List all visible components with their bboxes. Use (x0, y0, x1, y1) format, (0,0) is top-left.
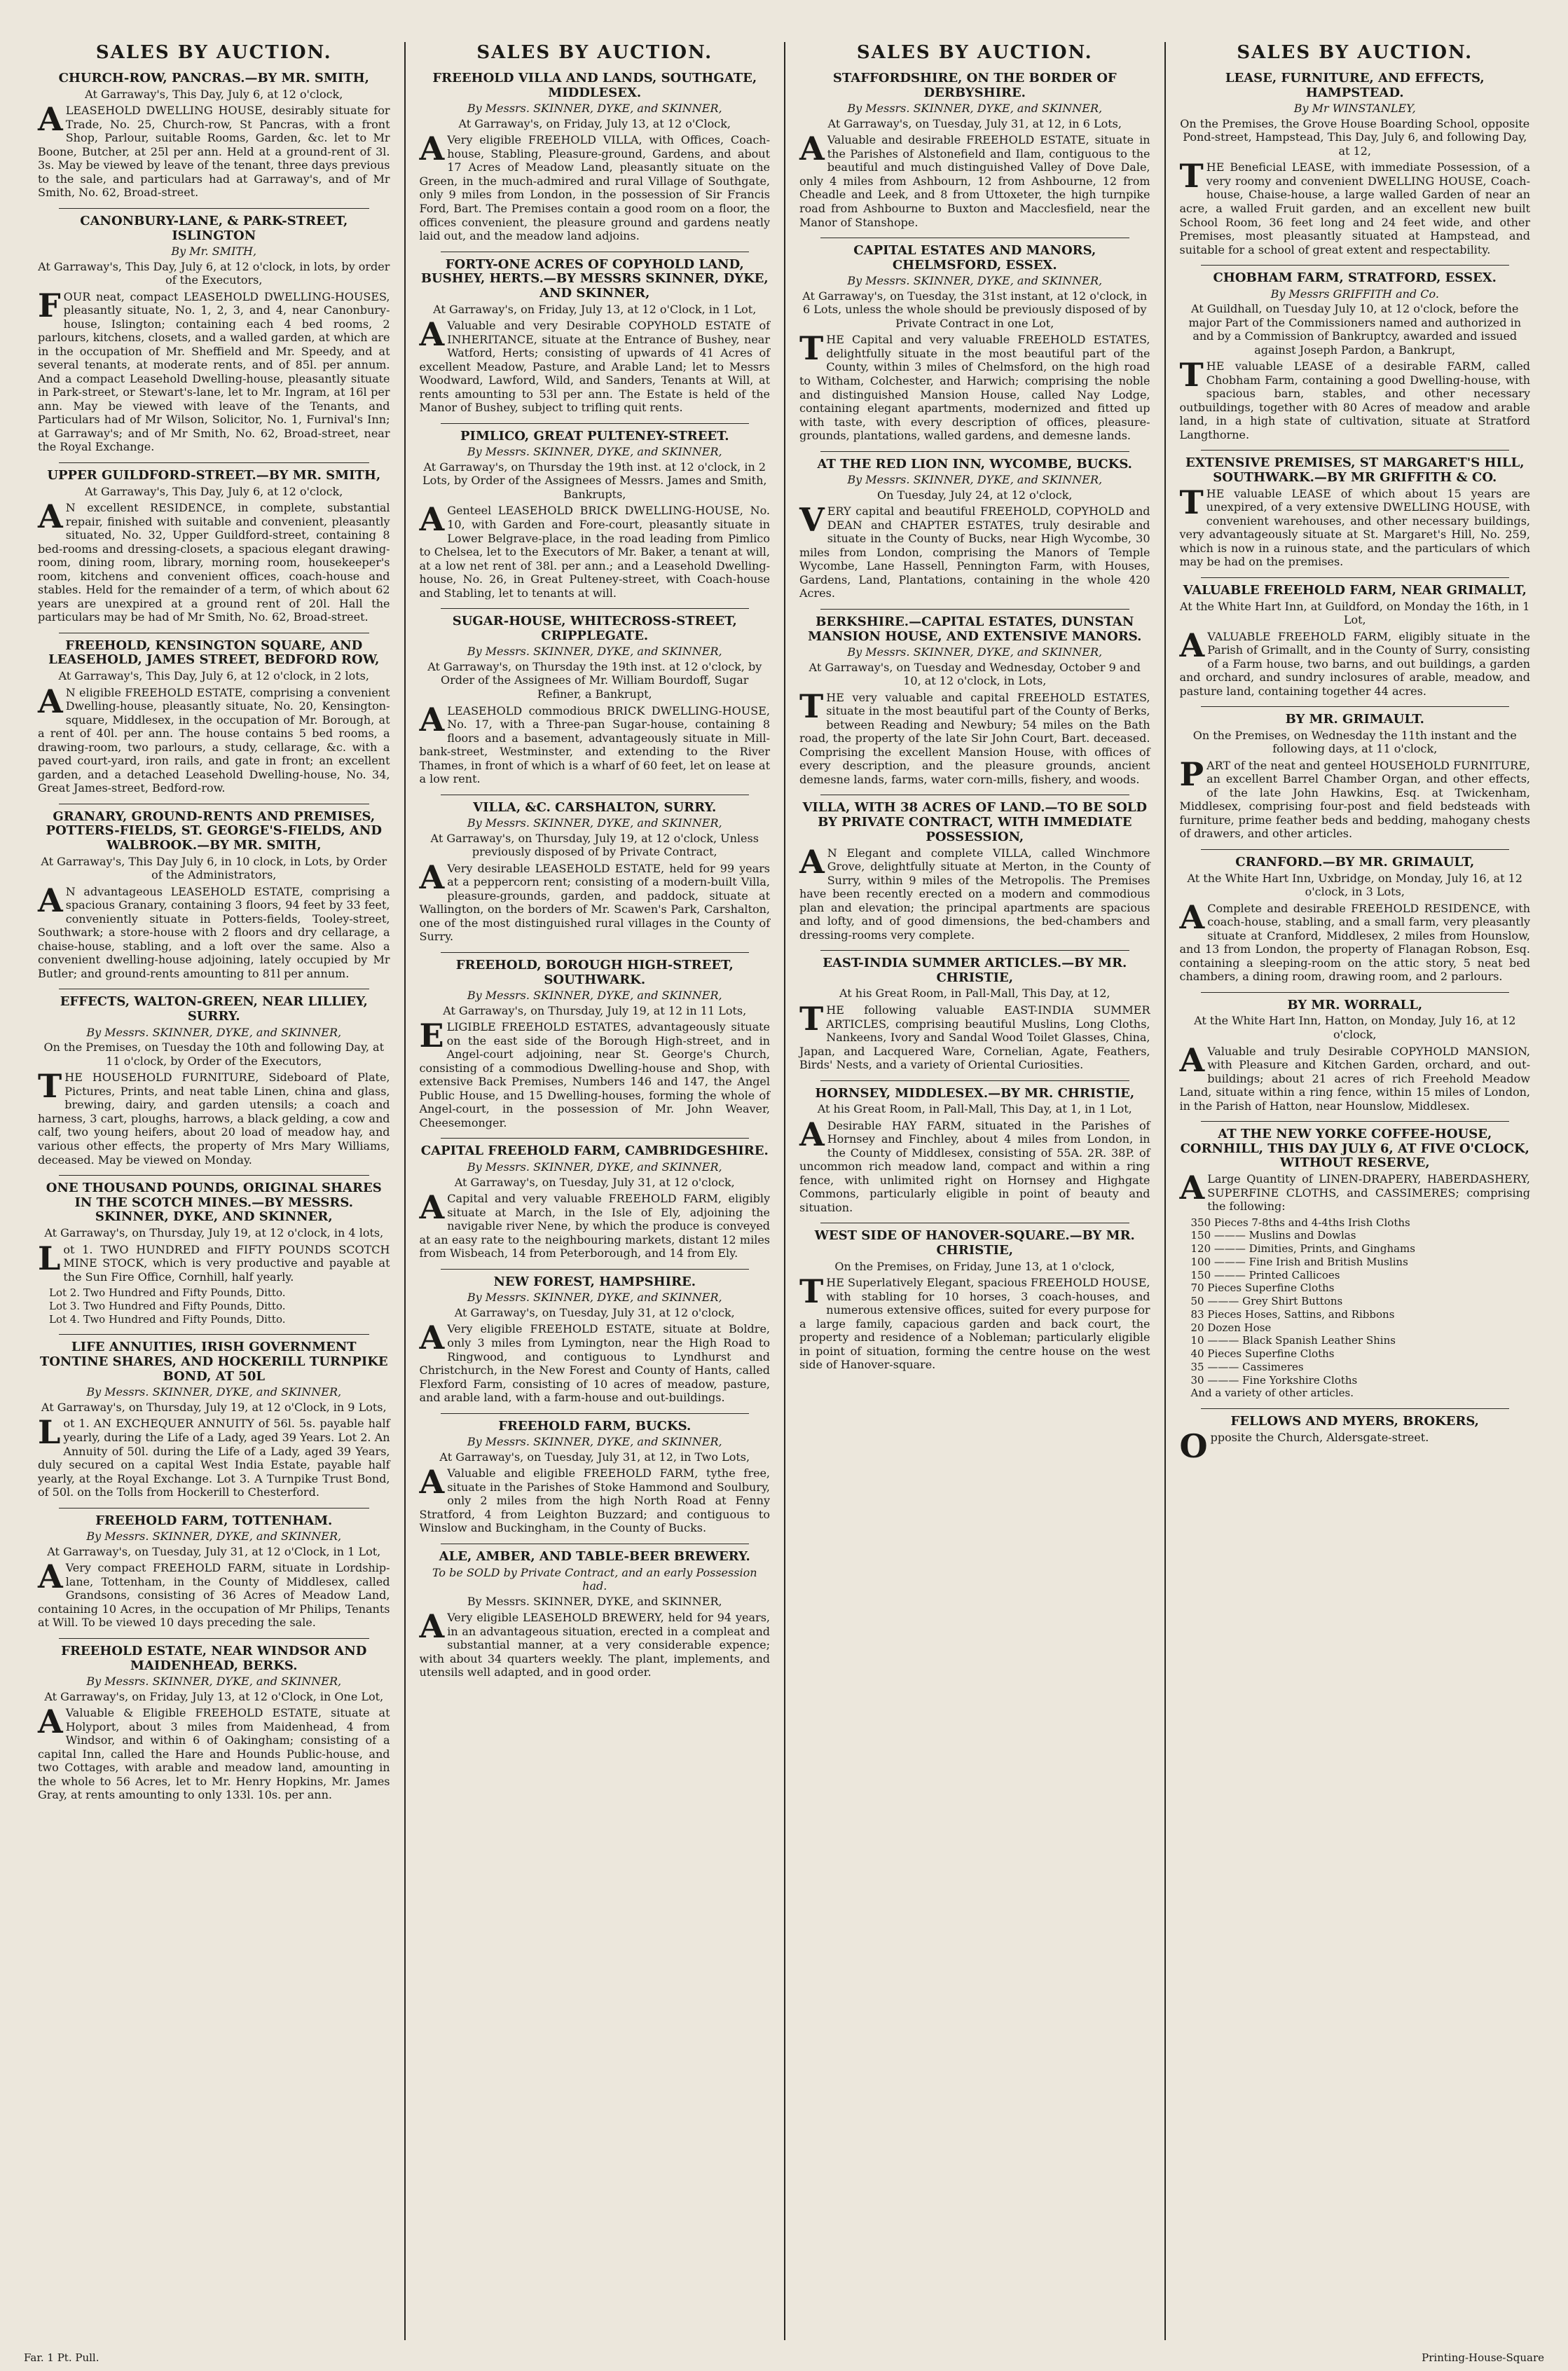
notice-auctioneer: By Messrs. SKINNER, DYKE, and SKINNER, (467, 1291, 722, 1305)
auction-notice (1180, 713, 1531, 841)
auction-notice (38, 639, 390, 795)
divider (59, 462, 369, 463)
column-1 (24, 42, 404, 2340)
divider (59, 1334, 369, 1335)
lot-item: 35 ——— Cassimeres (1190, 1360, 1304, 1373)
notice-body: THE following valuable EAST-INDIA SUMMER ARTICLES, comprising beautiful Muslins, Long Cloths, Nankeens, Ivory and Sandal Wood Toilet Glasses, China, Japan, and Lacquered Ware, Cornelian, Agate, Feathers, Birds' Nests, and a variety of Oriental Curiosities. (799, 1000, 1150, 1072)
notice-time: At his Great Room, in Pall-Mall, This Day, at 1, in 1 Lot, (817, 1102, 1132, 1116)
notice-auctioneer: By Messrs. SKINNER, DYKE, and SKINNER, (467, 445, 722, 459)
notice-auctioneer: By Messrs. SKINNER, DYKE, and SKINNER, (467, 1160, 722, 1174)
notice-title: EAST-INDIA SUMMER ARTICLES.—BY MR. CHRISTIE, (823, 956, 1127, 985)
notice-body: AN eligible FREEHOLD ESTATE, comprising a convenient Dwelling-house, pleasantly situate, No. 20, Kensington-square, Middlesex, in the occupation of Mr. Borough, at a rent of 40l. per ann. The house contains 5 bed rooms, a drawing-room, two parlours, a study, cellarage, &c. with a paved court-yard, iron rails, and gate in front; an excellent garden, and a detached Leasehold Dwelling-house, No. 34, Great James-street, Bedford-row. (38, 682, 390, 795)
notice-body: ALEASEHOLD DWELLING HOUSE, desirably situate for Trade, No. 25, Church-row, St Pancras, with a front Shop, Parlour, suitable Rooms, Garden, &c. let to Mr Boone, Butcher, at 25l per ann. Held at a ground-rent of 3l. 3s. May be viewed by leave of the tenant, three days previous to the sale, and particulars had at Garraway's, and of Mr Smith, No. 62, Broad-street. (38, 100, 390, 200)
notice-auctioneer: By Messrs. SKINNER, DYKE, and SKINNER, (467, 102, 722, 116)
auction-notice (799, 244, 1150, 443)
auction-notice (38, 1644, 390, 1802)
notice-title: HORNSEY, MIDDLESEX.—BY MR. CHRISTIE, (815, 1085, 1135, 1101)
notice-body: AVALUABLE FREEHOLD FARM, eligibly situate in the Parish of Grimallt, and in the County of Surry, consisting of a Farm house, two barns, and out buildings, a garden and orchard, and sundry inclosures of arable, meadow, and pasture land, containing together 44 acres. (1179, 626, 1530, 698)
notice-body: ELIGIBLE FREEHOLD ESTATES, advantageously situate on the east side of the Borough High-street, and in Angel-court adjoining, near St. George's Church, consisting of a commodious Dwelling-house and Shop, with extensive Back Premises, Numbers 146 and 147, the Angel Public House, and 15 Dwelling-houses, forming the whole of Angel-court, in the possession of Mr. John Weaver, Cheesemonger. (419, 1017, 770, 1129)
notice-auctioneer: By Messrs. SKINNER, DYKE, and SKINNER, (86, 1530, 342, 1544)
notice-time: At Garraway's, on Thursday, July 19, at 12 o'clock, in 4 lots, (44, 1226, 384, 1240)
notice-time: At the White Hart Inn, Uxbridge, on Monday, July 16, at 12 o'clock, in 3 Lots, (1187, 871, 1522, 899)
notice-body: PART of the neat and genteel HOUSEHOLD FURNITURE, an excellent Barrel Chamber Organ, and other effects, of the late John Hawkins, Esq. at Twickenham, Middlesex, comprising four-post and field bedsteads with furniture, prime feather beds and bedding, mahogany chests of drawers, and other articles. (1179, 755, 1530, 841)
auction-notice (420, 71, 771, 243)
auction-notice (1180, 71, 1531, 256)
notice-title: CRANFORD.—BY MR. GRIMAULT, (1235, 854, 1475, 870)
auction-notice (38, 1181, 390, 1326)
column-4 (1164, 42, 1545, 2340)
page-footer (24, 2351, 1544, 2364)
notice-time: At Garraway's, on Thursday, July 19, at 12 o'Clock, in 9 Lots, (41, 1400, 387, 1414)
notice-body: ALEASEHOLD commodious BRICK DWELLING-HOUSE, No. 17, with a Three-pan Sugar-house, containing 8 floors and a basement, advantageously situate in Mill-bank-street, Westminster, and extending to the River Thames, in front of which is a wharf of 60 feet, let on lease at a low rent. (419, 700, 770, 786)
notice-time: At Guildhall, on Tuesday July 10, at 12 o'clock, before the major Part of the Commissioners named and authorized in and by a Commission of Bankruptcy, awarded and issued against Joseph Pardon, a Bankrupt, (1188, 302, 1522, 357)
auction-notice (420, 1420, 771, 1535)
notice-body: ALarge Quantity of LINEN-DRAPERY, HABERDASHERY, SUPERFINE CLOTHS, and CASSIMERES; comprising the following: (1179, 1169, 1530, 1214)
notice-auctioneer: By Mr. SMITH, (171, 245, 257, 259)
notice-title: FELLOWS AND MYERS, BROKERS, (1230, 1414, 1479, 1429)
auction-notice (799, 1229, 1150, 1372)
notice-time: At Garraway's, on Tuesday and Wednesday, October 9 and 10, at 12 o'clock, in Lots, (809, 660, 1141, 688)
lot-item: 40 Pieces Superfine Cloths (1190, 1347, 1335, 1361)
auction-notice (420, 958, 771, 1130)
notice-body: AVery compact FREEHOLD FARM, situate in Lordship-lane, Tottenham, in the County of Middlesex, called Grandsons, consisting of 36 Acres of Meadow Land, containing 10 Acres, in the occupation of Mr Philips, Tenants at Will. To be viewed 10 days preceding the sale. (38, 1558, 390, 1630)
divider (441, 952, 750, 953)
notice-body: AValuable & Eligible FREEHOLD ESTATE, situate at Holyport, about 3 miles from Maidenhead, 4 from Windsor, and within 6 of Oakingham; consisting of a capital Inn, called the Hare and Hounds Public-house, and two Cottages, with arable and meadow land, amounting in the whole to 56 Acres, let to Mr. Henry Hopkins, Mr. James Gray, at rents amounting to only 133l. 10s. per ann. (38, 1703, 390, 1802)
auction-notice (1180, 271, 1531, 441)
auction-notice (1179, 1414, 1531, 1465)
notice-title: VILLA, WITH 38 ACRES OF LAND.—TO BE SOLD BY PRIVATE CONTRACT, WITH IMMEDIATE POSSESSION, (802, 800, 1148, 844)
lot-item: 150 ——— Printed Callicoes (1190, 1268, 1340, 1281)
column-heading: SALES BY AUCTION. (476, 42, 713, 63)
footer-right: Printing-House-Square (1422, 2351, 1544, 2364)
notice-body: AN advantageous LEASEHOLD ESTATE, comprising a spacious Granary, containing 3 floors, 94 feet by 33 feet, conveniently situate in Potters-fields, Tooley-street, Southwark; a store-house with 2 floors and dry cellarage, a chaise-house, stabling, and a loft over the same. Also a convenient dwelling-house adjoining, lately occupied by Mr Butler; and ground-rents amounting to 81l per annum. (38, 881, 390, 980)
auction-notice (38, 995, 390, 1167)
auction-notice (799, 71, 1150, 229)
auction-notice (420, 429, 771, 600)
auction-notice (799, 801, 1150, 942)
notice-time: At Garraway's, This Day, July 6, at 12 o'clock, (85, 484, 343, 498)
auction-notice (420, 614, 771, 786)
auction-notice (1180, 855, 1531, 984)
notice-title: ALE, AMBER, AND TABLE-BEER BREWERY. (439, 1548, 750, 1564)
lot-list (1191, 1216, 1531, 1401)
lot-item: Lot 4. Two Hundred and Fifty Pounds, Ditto. (49, 1312, 286, 1326)
column-3 (784, 42, 1164, 2340)
notice-title: FORTY-ONE ACRES OF COPYHOLD LAND, BUSHEY, HERTS.—BY MESSRS SKINNER, DYKE, AND SKINNER, (420, 256, 769, 301)
notice-time: At Garraway's, on Friday, July 13, at 12 o'Clock, (458, 116, 731, 130)
auction-notice (38, 1340, 390, 1499)
divider (820, 451, 1129, 452)
notice-title: FREEHOLD ESTATE, NEAR WINDSOR AND MAIDENHEAD, BERKS. (61, 1643, 367, 1673)
notice-title: LIFE ANNUITIES, IRISH GOVERNMENT TONTINE SHARES, AND HOCKERILL TURNPIKE BOND, AT 50L (39, 1340, 388, 1384)
notice-time: At Garraway's, on Tuesday, July 31, at 12, in Two Lots, (439, 1450, 750, 1464)
notice-auctioneer: By Messrs. SKINNER, DYKE, and SKINNER, (847, 102, 1103, 116)
lot-item: 120 ——— Dimities, Prints, and Ginghams (1190, 1242, 1415, 1256)
notice-body: AVery desirable LEASEHOLD ESTATE, held for 99 years at a peppercorn rent; consisting of a modern-built Villa, pleasure-grounds, garden, and paddock, situate at Wallington, on the borders of Mr. Scawen's Park, Carshalton, one of the most distinguished rural villages in the County of Surry. (419, 858, 770, 944)
divider (1201, 1408, 1510, 1409)
notice-title: STAFFORDSHIRE, ON THE BORDER OF DERBYSHIRE. (832, 71, 1117, 100)
notice-body: Lot 1. TWO HUNDRED and FIFTY POUNDS SCOTCH MINE STOCK, which is very productive and payable at the Sun Fire Office, Cornhill, half yearly. (38, 1239, 390, 1284)
divider (59, 1638, 369, 1639)
divider (441, 608, 750, 609)
notice-time: On the Premises, the Grove House Boarding School, opposite Pond-street, Hampstead, This Day, July 6, and following Day, at 12, (1180, 116, 1530, 158)
notice-title: BY MR. WORRALL, (1287, 997, 1423, 1012)
auction-notice (1180, 584, 1531, 698)
notice-body: AGenteel LEASEHOLD BRICK DWELLING-HOUSE, No. 10, with Garden and Fore-court, pleasantly situate in Lower Belgrave-place, in the road leading from Pimlico to Chelsea, let to the Executors of Mr. Baker, a tenant at will, at a low net rent of 38l. per ann.; and a Leasehold Dwelling-house, No. 26, in Great Pulteney-street, with Coach-house and Stabling, let to tenants at will. (419, 500, 770, 600)
notice-body: AValuable and truly Desirable COPYHOLD MANSION, with Pleasure and Kitchen Garden, orchard, and out-buildings; about 21 acres of rich Freehold Meadow Land, situate within a ring fence, within 15 miles of London, in the Parish of Hatton, near Hounslow, Middlesex. (1179, 1040, 1530, 1113)
notice-title: UPPER GUILDFORD-STREET.—BY MR. SMITH, (47, 467, 381, 483)
notice-time: At Garraway's, on Thursday the 19th inst. at 12 o'clock, in 2 Lots, by Order of the Assignees of Messrs. James and Smith, Bankrupts, (422, 460, 767, 501)
divider (1201, 450, 1510, 451)
auction-notice (799, 615, 1150, 787)
auction-notice (799, 458, 1150, 600)
notice-time: At Garraway's, on Thursday the 19th inst. at 12 o'clock, by Order of the Assignees of Mr. William Bourdoff, Sugar Refiner, a Bankrupt, (427, 659, 762, 701)
lot-item: 70 Pieces Superfine Cloths (1190, 1281, 1335, 1295)
auction-notice (420, 1275, 771, 1405)
footer-left: Far. 1 Pt. Pull. (24, 2351, 99, 2364)
column-heading: SALES BY AUCTION. (95, 42, 332, 63)
auction-notice (38, 1514, 390, 1630)
notice-title: CANONBURY-LANE, & PARK-STREET, ISLINGTON (80, 213, 348, 243)
notice-auctioneer: By Mr WINSTANLEY, (1293, 102, 1416, 116)
notice-time: At his Great Room, in Pall-Mall, This Day, at 12, (839, 987, 1110, 1001)
notice-body: AComplete and desirable FREEHOLD RESIDENCE, with coach-house, stabling, and a small farm, very pleasantly situate at Cranford, Middlesex, 2 miles from Hounslow, and 13 from London, the property of Flanagan Robson, Esq. containing a sleeping-room on the attic story, 5 neat bed chambers, a dining room, drawing room, and 2 parlours. (1179, 898, 1530, 984)
lot-item: 150 ——— Muslins and Dowlas (1190, 1229, 1356, 1242)
column-grid (24, 42, 1544, 2340)
notice-auctioneer: By Messrs. SKINNER, DYKE, and SKINNER, (86, 1675, 342, 1689)
notice-body: AVery eligible LEASEHOLD BREWERY, held for 94 years, in an advantageous situation, erected in a compleat and substantial manner, at a very considerable expence; with about 34 quarters weekly. The plant, implements, and utensils well adapted, and in good order. (419, 1607, 770, 1679)
notice-time: At the White Hart Inn, Hatton, on Monday, July 16, at 12 o'clock, (1194, 1014, 1516, 1041)
notice-title: SUGAR-HOUSE, WHITECROSS-STREET, CRIPPLEGATE. (452, 614, 737, 643)
auction-notice (38, 469, 390, 624)
lot-item: And a variety of other articles. (1190, 1387, 1354, 1400)
divider (1201, 1121, 1510, 1122)
notice-title: GRANARY, GROUND-RENTS AND PREMISES, POTTERS-FIELDS, ST. GEORGE'S-FIELDS, AND WALBROOK.—BY MR. SMITH, (46, 809, 382, 853)
notice-time: At the White Hart Inn, at Guildford, on Monday the 16th, in 1 Lot, (1180, 599, 1530, 627)
notice-body: ADesirable HAY FARM, situated in the Parishes of Hornsey and Finchley, about 4 miles from London, in the County of Middlesex, consisting of 55A. 2R. 38P. of uncommon rich meadow land, compact and within a ring fence, with unlimited right on Hornsey and Highgate Commons, particularly eligible in point of beauty and situation. (799, 1115, 1150, 1214)
notice-title: FREEHOLD, KENSINGTON SQUARE, AND LEASEHOLD, JAMES STREET, BEDFORD ROW, (48, 638, 380, 668)
notice-body: THE Beneficial LEASE, with immediate Possession, of a very roomy and convenient DWELLING HOUSE, Coach-house, Chaise-house, a large walled Garden of near an acre, a walled Fruit garden, and an excellent new built School Room, 36 feet long and 24 feet wide, and other Premises, most pleasantly situated at Hampstead, and suitable for a school of great extent and respectability. (1179, 157, 1530, 256)
notice-auctioneer: By Messrs GRIFFITH and Co. (1270, 287, 1439, 301)
notice-time: At Garraway's, on Thursday, July 19, at 12 o'clock, Unless previously disposed of by Private Contract, (430, 831, 759, 859)
notice-body: FOUR neat, compact LEASEHOLD DWELLING-HOUSES, pleasantly situate, No. 1, 2, 3, and 4, near Canonbury-house, Islington; containing each 4 bed rooms, 2 parlours, kitchens, closets, and a walled garden, at which are in the occupation of Mr. Sheffield and Mr. Speedy, and at several tenants, at moderate rents, and of 85l. per annum. And a compact Leasehold Dwelling-house, pleasantly situate in Park-street, or Stewart's-lane, let to Mr. Ingram, at 16l per ann. May be viewed with leave of the Tenants, and Particulars had of Mr Wilson, Solicitor, No. 1, Furnival's Inn; at Garraway's; and of Mr Smith, No. 62, Broad-street, near the Royal Exchange. (38, 286, 390, 454)
notice-title: NEW FOREST, HAMPSHIRE. (493, 1274, 696, 1289)
notice-auctioneer: By Messrs. SKINNER, DYKE, and SKINNER, (467, 645, 722, 659)
lot-item: 50 ——— Grey Shirt Buttons (1190, 1295, 1343, 1308)
divider (441, 1269, 750, 1270)
auction-notice (420, 1144, 771, 1260)
notice-body: AVery eligible FREEHOLD ESTATE, situate at Boldre, only 3 miles from Lymington, near the High Road to Ringwood, and contiguous to Lyndhurst and Christchurch, in the New Forest and County of Hants, called Flexford Farm, consisting of 10 acres of meadow, pasture, and arable land, with a farm-house and out-buildings. (419, 1319, 770, 1405)
notice-title: FREEHOLD VILLA AND LANDS, SOUTHGATE, MIDDLESEX. (432, 71, 757, 100)
notice-title: AT THE RED LION INN, WYCOMBE, BUCKS. (817, 456, 1132, 472)
divider (1201, 706, 1510, 707)
auction-notice (799, 1087, 1150, 1215)
lot-item: 83 Pieces Hoses, Sattins, and Ribbons (1190, 1307, 1395, 1321)
notice-title: BY MR. GRIMAULT. (1285, 712, 1424, 727)
notice-title: VALUABLE FREEHOLD FARM, NEAR GRIMALLT, (1183, 582, 1527, 598)
divider (1201, 849, 1510, 850)
lot-item: Lot 3. Two Hundred and Fifty Pounds, Ditto. (49, 1299, 286, 1312)
auction-notice (1180, 1127, 1531, 1400)
notice-auctioneer: By Messrs. SKINNER, DYKE, and SKINNER, (847, 645, 1103, 659)
auction-notice (38, 71, 390, 200)
lot-item: 350 Pieces 7-8ths and 4-4ths Irish Cloths (1190, 1216, 1410, 1229)
auction-notice (1180, 998, 1531, 1113)
lot-item: Lot 2. Two Hundred and Fifty Pounds, Ditto. (49, 1286, 286, 1300)
lot-item: 20 Dozen Hose (1190, 1321, 1272, 1334)
divider (1201, 577, 1510, 578)
divider (441, 423, 750, 424)
notice-time: At Garraway's, This Day July 6, in 10 clock, in Lots, by Order of the Administrators, (41, 854, 387, 882)
notice-title: AT THE NEW YORKE COFFEE-HOUSE, CORNHILL, THIS DAY JULY 6, AT FIVE O'CLOCK, WITHOUT RESERVE, (1180, 1127, 1529, 1171)
divider (441, 1138, 750, 1139)
notice-time: At Garraway's, This Day, July 6, at 12 o'clock, in lots, by order of the Executors, (38, 259, 390, 287)
notice-title: PIMLICO, GREAT PULTENEY-STREET. (460, 428, 729, 444)
auction-notice (38, 810, 390, 981)
auction-notice (420, 1550, 771, 1679)
notice-title: CHURCH-ROW, PANCRAS.—BY MR. SMITH, (58, 71, 369, 85)
notice-time: At Garraway's, This Day, July 6, at 12 o'clock, (85, 87, 343, 101)
auction-notice (420, 258, 771, 415)
notice-title: FREEHOLD, BOROUGH HIGH-STREET, SOUTHWARK. (455, 957, 734, 987)
notice-time: At Garraway's, on Tuesday, July 31, at 12 o'Clock, in 1 Lot, (47, 1544, 381, 1558)
notice-title: FREEHOLD FARM, TOTTENHAM. (95, 1513, 333, 1528)
notice-time: At Garraway's, This Day, July 6, at 12 o'clock, in 2 lots, (58, 669, 369, 683)
notice-title: LEASE, FURNITURE, AND EFFECTS, HAMPSTEAD. (1225, 71, 1485, 100)
notice-time: By Messrs. SKINNER, DYKE, and SKINNER, (467, 1594, 722, 1608)
notice-time: On Tuesday, July 24, at 12 o'clock, (876, 488, 1073, 502)
notice-time: At Garraway's, on Tuesday, July 31, at 12, in 6 Lots, (827, 116, 1122, 130)
column-2 (404, 42, 785, 2340)
column-heading: SALES BY AUCTION. (856, 42, 1093, 63)
divider (820, 950, 1129, 951)
notice-title: WEST SIDE OF HANOVER-SQUARE.—BY MR. CHRISTIE, (814, 1228, 1135, 1258)
notice-body: THE HOUSEHOLD FURNITURE, Sideboard of Plate, Pictures, Prints, and neat table Linen, china and glass, brewing, dairy, and garden utensils; a coach and harness, 3 cart, ploughs, harrows, a black gelding, a cow and calf, two young heifers, about 20 load of meadow hay, and various other effects, the property of Mrs Mary Williams, deceased. May be viewed on Monday. (38, 1067, 390, 1167)
notice-title: FREEHOLD FARM, BUCKS. (498, 1418, 692, 1434)
notice-time: At Garraway's, on Friday, July 13, at 12 o'Clock, in 1 Lot, (433, 302, 757, 316)
notice-body: AValuable and very Desirable COPYHOLD ESTATE of INHERITANCE, situate at the Entrance of Bushey, near Watford, Herts; consisting of upwards of 41 Acres of excellent Meadow, Pasture, and Arable Land; let to Messrs Woodward, Lawford, Wild, and Sanders, Tenants at Will, at rents amounting to 53l per ann. The Estate is held of the Manor of Bushey, subject to trifling quit rents. (419, 315, 770, 415)
notice-time: At Garraway's, on Tuesday, July 31, at 12 o'clock, (454, 1305, 735, 1319)
auction-notice (799, 956, 1150, 1071)
notice-auctioneer: By Messrs. SKINNER, DYKE, and SKINNER, (86, 1385, 342, 1399)
notice-body: ACapital and very valuable FREEHOLD FARM, eligibly situate at March, in the Isle of Ely, adjoining the navigable river Nene, by which the produce is conveyed at an easy rate to the neighbouring markets, distant 12 miles from Wisbeach, 14 from Peterborough, and 14 from Ely. (419, 1188, 770, 1260)
notice-body: THE Superlatively Elegant, spacious FREEHOLD HOUSE, with stabling for 10 horses, 3 coach-houses, and numerous extensive offices, suited for every purpose for a large family, capacious garden and back court, the property and residence of a Nobleman; particularly eligible in point of situation, forming the centre house on the west side of Hanover-square. (799, 1272, 1150, 1372)
notice-time: On the Premises, on Wednesday the 11th instant and the following days, at 11 o'clock, (1192, 728, 1517, 756)
notice-auctioneer: To be SOLD by Private Contract, and an early Possession had. (432, 1565, 757, 1593)
notice-auctioneer: By Messrs. SKINNER, DYKE, and SKINNER, (847, 473, 1103, 487)
notice-body: VERY capital and beautiful FREEHOLD, COPYHOLD and DEAN and CHAPTER ESTATES, truly desirable and situate in the County of Bucks, near High Wycombe, 30 miles from London, comprising the Manors of Temple Wycombe, Lane Hassell, Pennington Farm, with Houses, Gardens, Land, Plantations, containing in the whole 420 Acres. (799, 501, 1150, 600)
notice-time: On the Premises, on Tuesday the 10th and following Day, at 11 o'clock, by Order of the Executors, (43, 1040, 385, 1068)
notice-auctioneer: By Messrs. SKINNER, DYKE, and SKINNER, (86, 1025, 342, 1039)
notice-body: AN Elegant and complete VILLA, called Winchmore Grove, delightfully situate at Merton, in the County of Surry, within 9 miles of the Metropolis. The Premises have been recently erected on a modern and commodious plan and elevation; the principal apartments are spacious and lofty, and of good dimensions, the bed-chambers and dressing-rooms very complete. (799, 842, 1150, 942)
notice-body: Lot 1. AN EXCHEQUER ANNUITY of 56l. 5s. payable half yearly, during the Life of a Lady, aged 39 Years. Lot 2. An Annuity of 50l. during the Life of a Lady, aged 39 Years, duly secured on a capital West India Estate, payable half yearly, at the Royal Exchange. Lot 3. A Turnpike Trust Bond, of 50l. on the Tolls from Hockerill to Chesterford. (38, 1413, 390, 1499)
notice-title: ONE THOUSAND POUNDS, ORIGINAL SHARES IN THE SCOTCH MINES.—BY MESSRS. SKINNER, DYKE, AND SKINNER, (46, 1181, 382, 1225)
notice-auctioneer: By Messrs. SKINNER, DYKE, and SKINNER, (467, 989, 722, 1003)
lot-list (49, 1286, 390, 1326)
notice-body: AVery eligible FREEHOLD VILLA, with Offices, Coach-house, Stabling, Pleasure-ground, Gardens, and about 17 Acres of Meadow Land, pleasantly situate on the Green, in the much-admired and rural Village of Southgate, only 9 miles from London, in the possession of Sir Francis Ford, Bart. The Premises contain a good room on a floor, the offices convenient, the pleasure ground and gardens neatly laid out, and the meadow land adjoins. (419, 130, 770, 243)
divider (1201, 265, 1510, 266)
divider (820, 1080, 1129, 1081)
notice-body: THE Capital and very valuable FREEHOLD ESTATES, delightfully situate in the most beautiful part of the County, within 3 miles of Chelmsford, on the high road to Witham, Colchester, and Harwich; comprising the noble and distinguished Mansion House, called Nay Lodge, containing elegant apartments, modernized and fitted up with taste, with every description of offices, pleasure-grounds, plantations, walled gardens, and demesne lands. (799, 329, 1150, 443)
lot-item: 30 ——— Fine Yorkshire Cloths (1190, 1373, 1358, 1387)
divider (59, 1175, 369, 1176)
notice-title: CHOBHAM FARM, STRATFORD, ESSEX. (1213, 270, 1497, 286)
notice-body: AValuable and eligible FREEHOLD FARM, tythe free, situate in the Parishes of Stoke Hammond and Soulbury, only 2 miles from the high North Road at Fenny Stratford, 4 from Leighton Buzzard; and contiguous to Winslow and Buckingham, in the County of Bucks. (419, 1463, 770, 1535)
notice-auctioneer: By Messrs. SKINNER, DYKE, and SKINNER, (467, 816, 722, 830)
notice-title: CAPITAL ESTATES AND MANORS, CHELMSFORD, ESSEX. (853, 243, 1096, 273)
divider (59, 208, 369, 209)
notice-auctioneer: By Messrs. SKINNER, DYKE, and SKINNER, (847, 274, 1103, 288)
column-heading: SALES BY AUCTION. (1237, 42, 1473, 63)
lot-item: 100 ——— Fine Irish and British Muslins (1190, 1255, 1408, 1268)
divider (441, 1413, 750, 1414)
divider (1201, 992, 1510, 993)
notice-auctioneer: By Messrs. SKINNER, DYKE, and SKINNER, (467, 1435, 722, 1449)
auction-notice (420, 801, 771, 944)
divider (820, 609, 1129, 610)
notice-time: On the Premises, on Friday, June 13, at 1 o'clock, (834, 1259, 1115, 1273)
notice-body: AValuable and desirable FREEHOLD ESTATE, situate in the Parishes of Alstonefield and Ilam, contiguous to the beautiful and much distinguished Valley of Dove Dale, only 4 miles from Ashbourn, 12 from Ashbourne, 12 from Cheadle and Leek, and 8 from Uttoxeter, the high turnpike road from Ashbourne to Buxton and Macclesfield, near the Manor of Stanshope. (799, 130, 1150, 229)
lot-item: 10 ——— Black Spanish Leather Shins (1190, 1334, 1396, 1347)
auction-notice (38, 214, 390, 454)
notice-body: THE valuable LEASE of a desirable FARM, called Chobham Farm, containing a good Dwelling-house, with spacious barn, stables, and other necessary outbuildings, together with 80 Acres of meadow and arable land, in a high state of cultivation, situate at Stratford Langthorne. (1179, 356, 1530, 441)
notice-body: THE very valuable and capital FREEHOLD ESTATES, situate in the most beautiful part of the County of Berks, between Reading and Newbury; 54 miles on the Bath road, the property of the late Sir John Court, Bart. deceased. Comprising the excellent Mansion House, with offices of every description, and the pleasure grounds, ancient demesne lands, farms, water corn-mills, fishery, and woods. (799, 687, 1150, 786)
notice-time: At Garraway's, on Friday, July 13, at 12 o'Clock, in One Lot, (44, 1689, 384, 1703)
notice-title: EFFECTS, WALTON-GREEN, NEAR LILLIEY, SURRY. (60, 994, 368, 1024)
notice-body: THE valuable LEASE of which about 15 years are unexpired, of a very extensive DWELLING HOUSE, with convenient warehouses, and other necessary buildings, very advantageously situate at St. Margaret's Hill, No. 259, which is now in a ruinous state, and the particulars of which may be had on the premises. (1179, 483, 1530, 569)
notice-time: At Garraway's, on Thursday, July 19, at 12 in 11 Lots, (443, 1003, 747, 1017)
notice-title: CAPITAL FREEHOLD FARM, CAMBRIDGESHIRE. (420, 1143, 769, 1159)
notice-body: AN excellent RESIDENCE, in complete, substantial repair, finished with suitable and convenient, pleasantly situated, No. 32, Upper Guildford-street, containing 8 bed-rooms and dressing-closets, a spacious elegant drawing-room, dining room, library, morning room, housekeeper's room, kitchens and convenient offices, coach-house and stables. Held for the remainder of a term, of which about 62 years are unexpired at a ground rent of 20l. Hall the particulars may be had of Mr Smith, No. 62, Broad-street. (38, 497, 390, 624)
notice-body: Opposite the Church, Aldersgate-street. (1179, 1427, 1429, 1465)
notice-time: At Garraway's, on Tuesday, the 31st instant, at 12 o'clock, in 6 Lots, unless the whole should be previously disposed of by Private Contract in one Lot, (802, 289, 1148, 330)
notice-time: At Garraway's, on Tuesday, July 31, at 12 o'clock, (454, 1175, 735, 1189)
notice-title: BERKSHIRE.—CAPITAL ESTATES, DUNSTAN MANSION HOUSE, AND EXTENSIVE MANORS. (808, 614, 1142, 644)
notice-title: EXTENSIVE PREMISES, ST MARGARET'S HILL, SOUTHWARK.—BY MR GRIFFITH & CO. (1185, 455, 1525, 486)
auction-notice (1180, 456, 1531, 568)
notice-title: VILLA, &C. CARSHALTON, SURRY. (473, 799, 717, 815)
